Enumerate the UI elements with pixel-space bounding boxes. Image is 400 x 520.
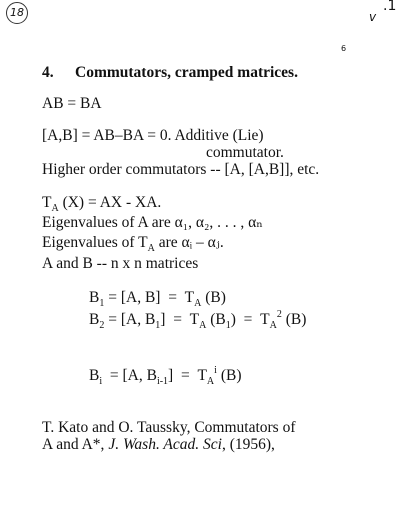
section-title: Commutators, cramped matrices. (75, 64, 298, 81)
ta-symbol: T (42, 194, 52, 211)
line-ab-matrices: A and B -- n x n matrices (42, 255, 199, 272)
equation-bi: $B_i = [A$, $B_{i-1}] = T_A^i$ (B) (89, 365, 242, 387)
line-commutator-definition: [A,B] = AB–BA = 0. Additive (Lie) (42, 127, 264, 144)
ta-subscript: A (51, 203, 59, 214)
line-eigenvalues-ta (42, 234, 224, 254)
page-number: 6 (341, 44, 347, 53)
check-mark: v (369, 10, 377, 24)
ta-rhs: (X) = AX - XA. (58, 194, 162, 211)
equation-b2: $B_2 = [A$, $B_1] = T_A$ $(B_1) = T_A^2$ (B) (89, 309, 307, 331)
eig-a-text: Eigenvalues of A are (42, 214, 175, 231)
circled-page-number: 18 (6, 2, 28, 24)
line-ab-equals-ba: AB = BA (42, 95, 102, 112)
line-commutator-word: commutator. (206, 144, 284, 161)
eig-a-values: α₁, α₂, . . . , αₙ (174, 214, 263, 231)
equation-b1: $B_1 = [A$, $B] = T_A$ (B) (89, 289, 226, 309)
reference-line-2 (42, 436, 275, 453)
section-heading (42, 64, 298, 82)
line-ta-definition (42, 194, 162, 214)
line-higher-order-commutators: Higher order commutators -- [A, [A,B]], etc. (42, 161, 320, 178)
section-number: 4. (42, 64, 54, 81)
eig-t-values: αᵢ – αⱼ. (181, 234, 224, 251)
reference-journal: J. Wash. Acad. Sci (108, 436, 222, 453)
eig-t-subscript: A (147, 243, 155, 254)
eig-t-mid: are (154, 234, 182, 251)
reference-line-1: T. Kato and O. Taussky, Commutators of (42, 419, 296, 436)
reference-end: , (1956), (221, 436, 275, 453)
corner-mark: .1 (383, 0, 397, 14)
line-eigenvalues-a (42, 214, 263, 231)
reference-plain: A and A*, (42, 436, 109, 453)
eig-t-text: Eigenvalues of T (42, 234, 148, 251)
